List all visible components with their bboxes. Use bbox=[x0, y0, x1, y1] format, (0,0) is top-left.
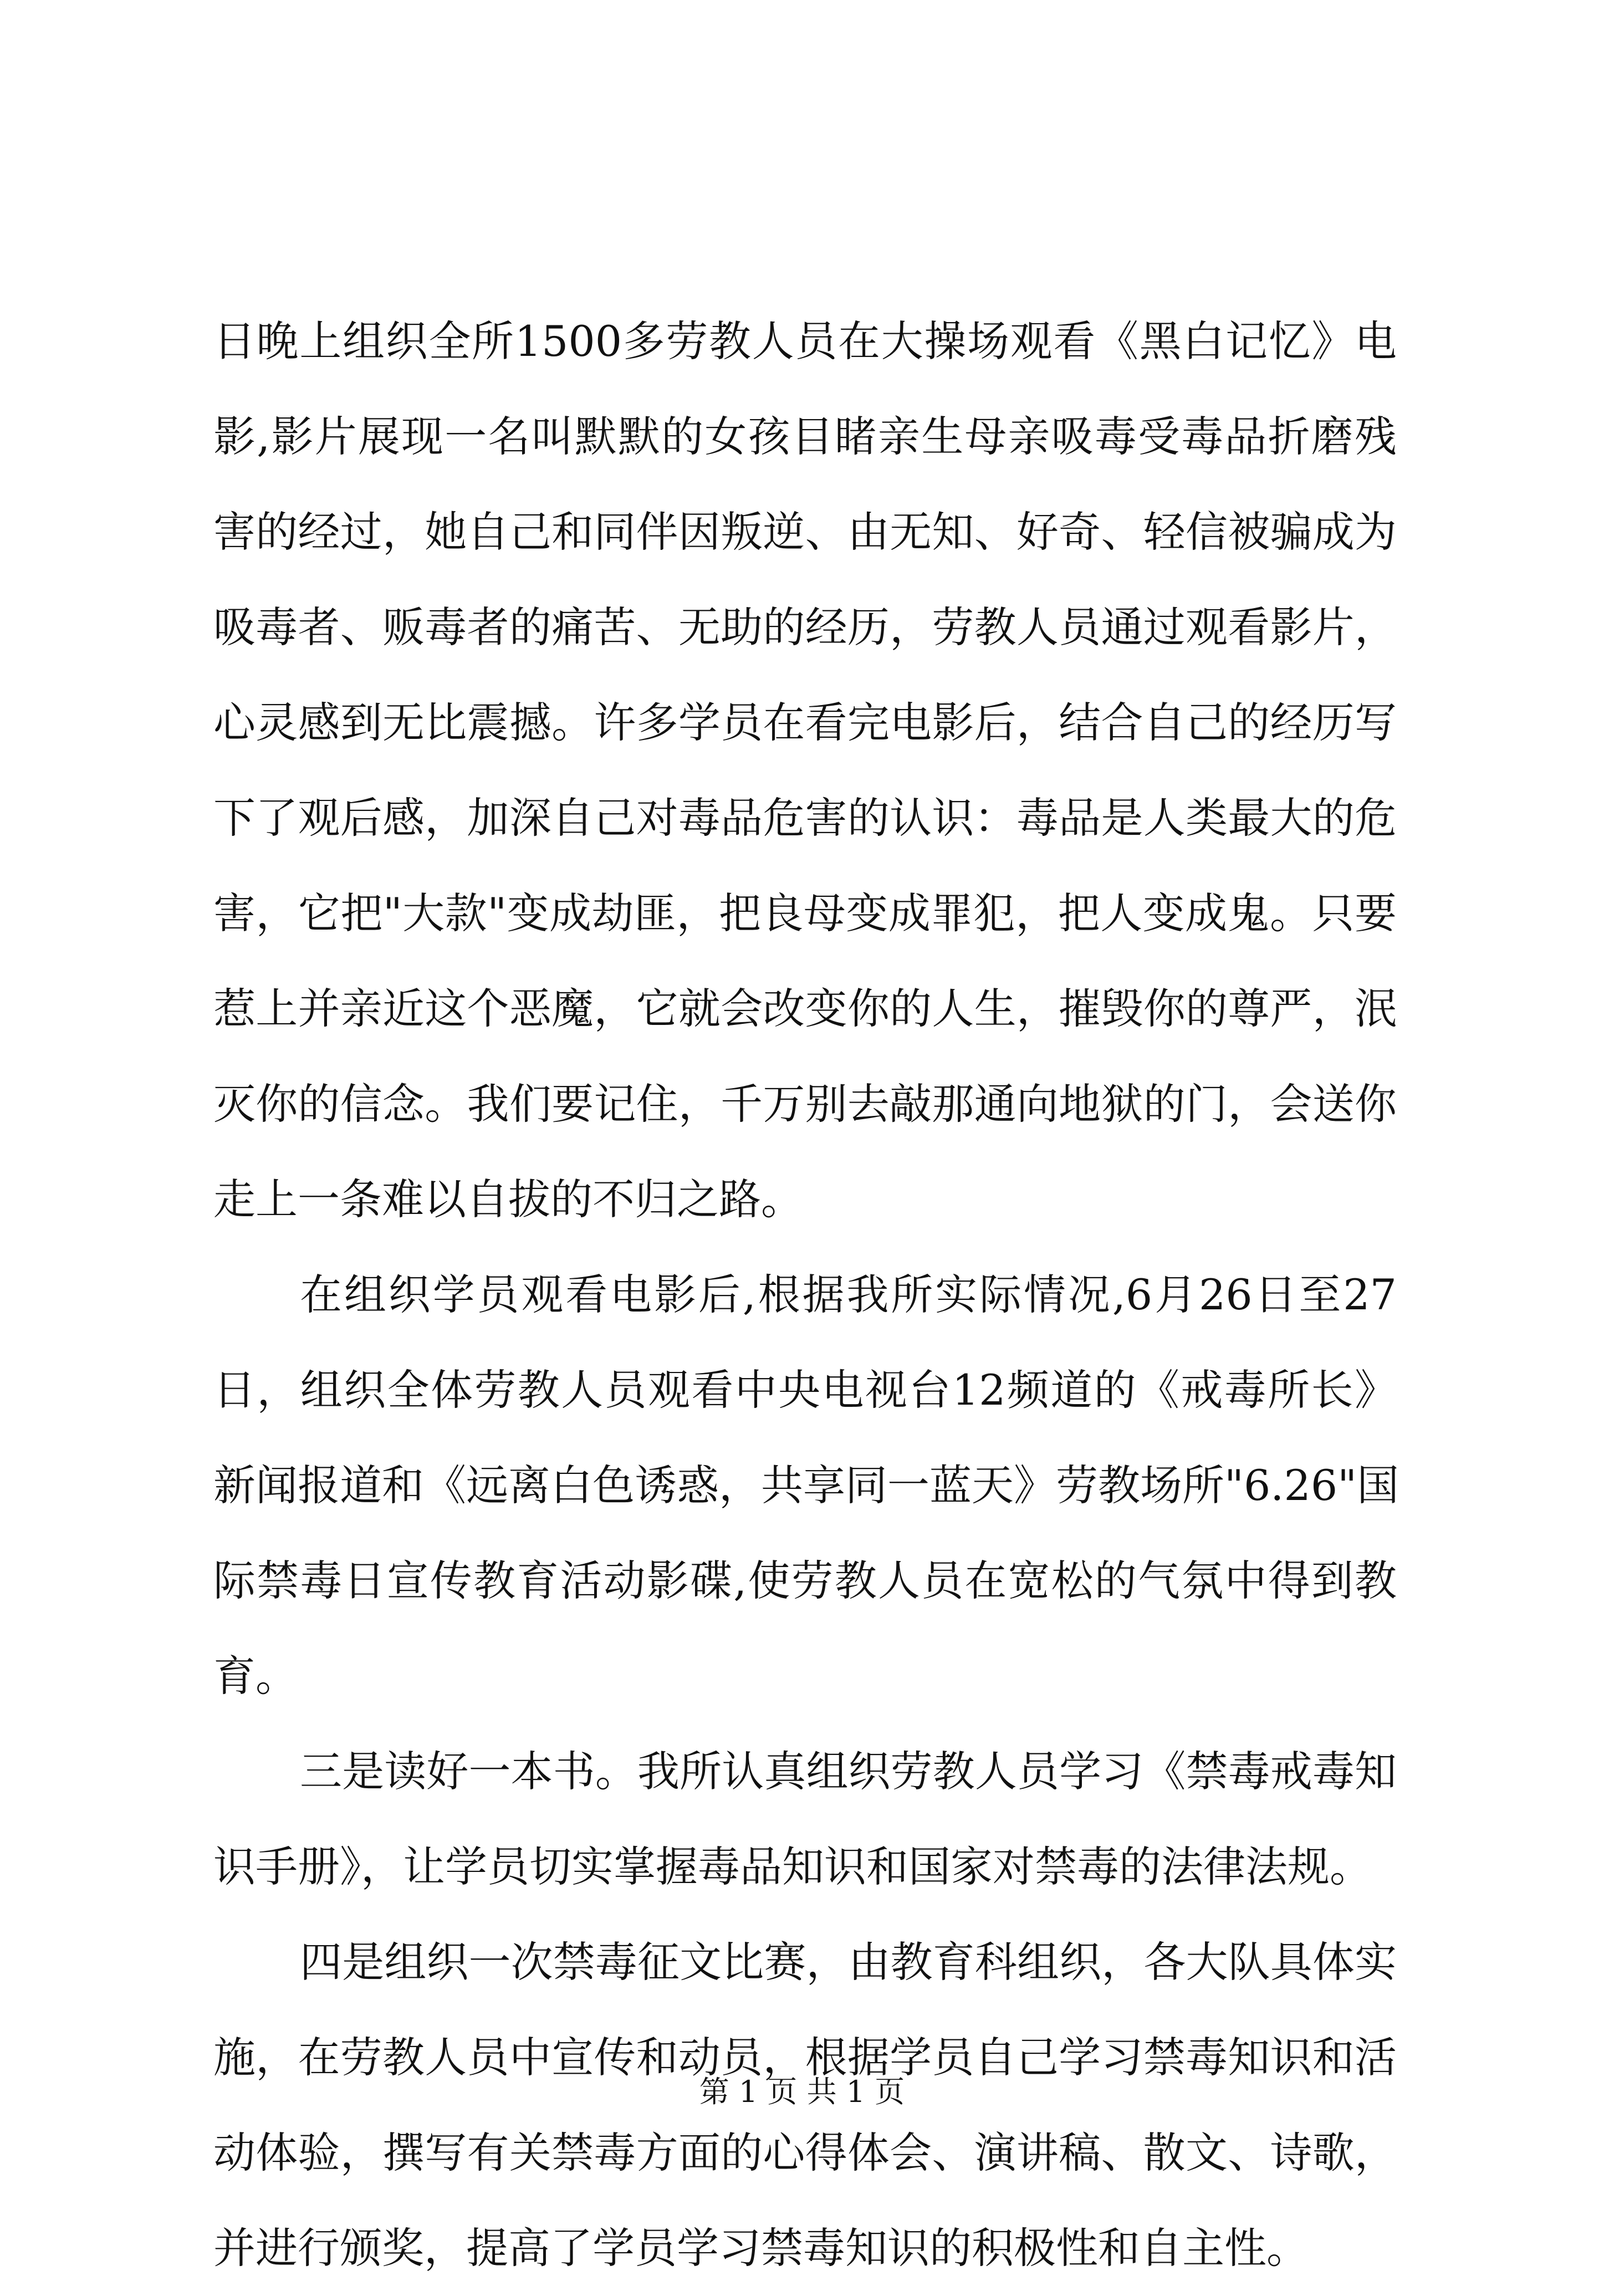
body-text bbox=[213, 294, 1397, 2296]
text-line: 动体验，撰写有关禁毒方面的心得体会、演讲稿、散文、诗歌， bbox=[213, 2128, 1397, 2177]
text-line: 下了观后感，加深自己对毒品危害的认识：毒品是人类最大的危 bbox=[213, 793, 1397, 843]
text-line: 心灵感到无比震撼。许多学员在看完电影后，结合自己的经历写 bbox=[213, 698, 1397, 747]
text-line: 日晚上组织全所1500多劳教人员在大操场观看《黑白记忆》电 bbox=[213, 317, 1397, 366]
text-line: 新闻报道和《远离白色诱惑，共享同一蓝天》劳教场所"6.26"国 bbox=[213, 1461, 1399, 1510]
text-line: 灭你的信念。我们要记住，千万别去敲那通向地狱的门，会送你 bbox=[213, 1079, 1397, 1129]
text-line: 害，它把"大款"变成劫匪，把良母变成罪犯，把人变成鬼。只要 bbox=[213, 889, 1397, 938]
text-line: 影,影片展现一名叫默默的女孩目睹亲生母亲吸毒受毒品折磨残 bbox=[213, 412, 1397, 461]
paragraph-first-line: 三是读好一本书。我所认真组织劳教人员学习《禁毒戒毒知 bbox=[300, 1747, 1397, 1796]
paragraph-first-line: 四是组织一次禁毒征文比赛，由教育科组织，各大队具体实 bbox=[300, 1937, 1397, 1987]
text-line: 惹上并亲近这个恶魔，它就会改变你的人生，摧毁你的尊严，泯 bbox=[213, 984, 1397, 1033]
text-line: 育。 bbox=[213, 1651, 298, 1701]
text-line: 际禁毒日宣传教育活动影碟,使劳教人员在宽松的气氛中得到教 bbox=[213, 1556, 1397, 1605]
text-line: 施，在劳教人员中宣传和动员，根据学员自己学习禁毒知识和活 bbox=[213, 2033, 1397, 2082]
page-number-footer: 第 1 页 共 1 页 bbox=[699, 2074, 905, 2109]
text-line: 识手册》，让学员切实掌握毒品知识和国家对禁毒的法律法规。 bbox=[213, 1842, 1372, 1891]
paragraph-first-line: 在组织学员观看电影后,根据我所实际情况,6月26日至27 bbox=[300, 1270, 1397, 1319]
text-line: 并进行颁奖，提高了学员学习禁毒知识的积极性和自主性。 bbox=[213, 2223, 1309, 2273]
text-line: 日，组织全体劳教人员观看中央电视台12频道的《戒毒所长》 bbox=[213, 1365, 1397, 1415]
text-line: 吸毒者、贩毒者的痛苦、无助的经历，劳教人员通过观看影片， bbox=[213, 603, 1397, 652]
text-line: 走上一条难以自拔的不归之路。 bbox=[213, 1175, 803, 1224]
text-line: 害的经过，她自己和同伴因叛逆、由无知、好奇、轻信被骗成为 bbox=[213, 507, 1397, 557]
